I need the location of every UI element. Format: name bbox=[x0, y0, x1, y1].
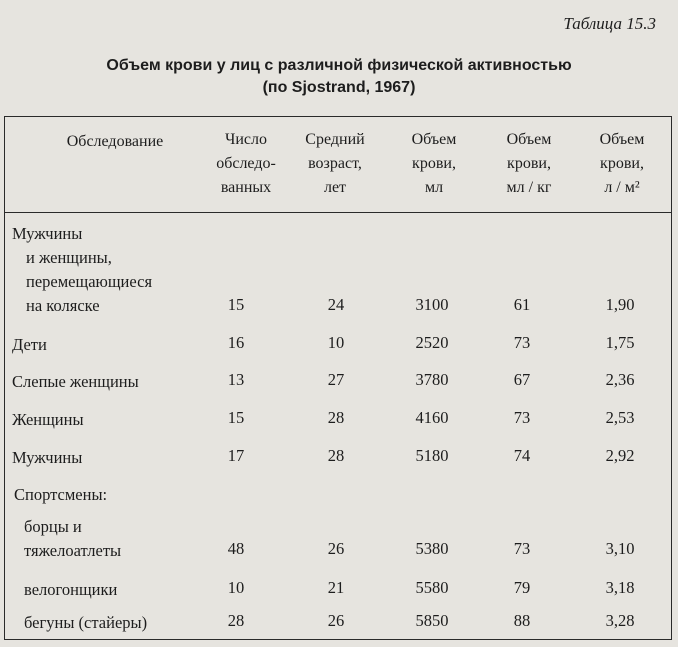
column-header-line: обследо- bbox=[216, 155, 276, 172]
header-divider bbox=[4, 212, 672, 213]
column-header-line: ванных bbox=[220, 179, 272, 196]
row-label-line: и женщины, bbox=[26, 248, 112, 267]
row-label: велогонщики bbox=[24, 580, 118, 599]
table-cell: 5580 bbox=[415, 578, 449, 597]
table-cell: 5380 bbox=[415, 539, 449, 558]
row-label bbox=[12, 222, 152, 318]
title-line: (по Sjostrand, 1967) bbox=[262, 79, 416, 96]
table-cell: 3,18 bbox=[605, 578, 635, 597]
table-cell: 1,75 bbox=[605, 333, 635, 352]
column-header bbox=[290, 128, 380, 200]
column-header bbox=[394, 128, 474, 200]
table-cell: 10 bbox=[227, 578, 245, 597]
table-cell: 73 bbox=[513, 539, 531, 558]
table-cell: 13 bbox=[227, 370, 245, 389]
table-cell: 5180 bbox=[415, 446, 449, 465]
table-cell: 73 bbox=[513, 408, 531, 427]
row-label-line: на коляске bbox=[26, 296, 100, 315]
table-cell: 2520 bbox=[415, 333, 449, 352]
row-label-line: перемещающиеся bbox=[26, 272, 153, 291]
table-cell: 17 bbox=[227, 446, 245, 465]
table-cell: 2,92 bbox=[605, 446, 635, 465]
table-title bbox=[0, 55, 678, 99]
table-cell: 2,53 bbox=[605, 408, 635, 427]
column-header-line: крови, bbox=[412, 155, 456, 172]
row-label: Женщины bbox=[12, 410, 84, 429]
column-header bbox=[484, 128, 574, 200]
group-label: Спортсмены: bbox=[14, 485, 108, 504]
table-cell: 79 bbox=[513, 578, 531, 597]
table-cell: 28 bbox=[327, 408, 345, 427]
row-label-line: борцы и bbox=[24, 517, 82, 536]
row-label: Мужчины bbox=[12, 448, 83, 467]
column-header-line: л / м² bbox=[604, 179, 640, 196]
row-label: Дети bbox=[12, 335, 47, 354]
column-header-line: мл bbox=[424, 179, 444, 196]
column-header-line: лет bbox=[323, 179, 347, 196]
table-cell: 3780 bbox=[415, 370, 449, 389]
column-header-line: Средний bbox=[305, 131, 365, 148]
table-cell: 61 bbox=[513, 295, 531, 314]
row-label bbox=[24, 515, 121, 563]
table-cell: 2,36 bbox=[605, 370, 635, 389]
table-cell: 3100 bbox=[415, 295, 449, 314]
table-cell: 15 bbox=[227, 295, 245, 314]
column-header bbox=[205, 128, 287, 200]
column-header-line: Объем bbox=[411, 131, 457, 148]
table-cell: 27 bbox=[327, 370, 345, 389]
column-header-line: возраст, bbox=[308, 155, 362, 172]
table-cell: 48 bbox=[227, 539, 245, 558]
table-cell: 74 bbox=[513, 446, 531, 465]
column-header-line: крови, bbox=[507, 155, 551, 172]
table-cell: 67 bbox=[513, 370, 531, 389]
table-cell: 3,10 bbox=[605, 539, 635, 558]
table-cell: 4160 bbox=[415, 408, 449, 427]
table-cell: 88 bbox=[513, 611, 531, 630]
table-cell: 24 bbox=[327, 295, 345, 314]
column-header-line: мл / кг bbox=[506, 179, 552, 196]
row-label-line: тяжелоатлеты bbox=[24, 541, 122, 560]
table-cell: 16 bbox=[227, 333, 245, 352]
table-caption: Таблица 15.3 bbox=[563, 14, 656, 33]
table-cell: 26 bbox=[327, 539, 345, 558]
table-cell: 1,90 bbox=[605, 295, 635, 314]
row-label-line: Мужчины bbox=[12, 224, 83, 243]
column-header-line: крови, bbox=[600, 155, 644, 172]
table-cell: 10 bbox=[327, 333, 345, 352]
table-cell: 28 bbox=[327, 446, 345, 465]
table-cell: 3,28 bbox=[605, 611, 635, 630]
column-header-line: Число bbox=[224, 131, 268, 148]
row-label: Слепые женщины bbox=[12, 372, 139, 391]
column-header: Обследование bbox=[66, 133, 164, 150]
table-cell: 5850 bbox=[415, 611, 449, 630]
title-line: Объем крови у лиц с различной физической активностью bbox=[106, 57, 572, 74]
table-cell: 26 bbox=[327, 611, 345, 630]
column-header-line: Объем bbox=[506, 131, 552, 148]
column-header bbox=[582, 128, 662, 200]
table-cell: 15 bbox=[227, 408, 245, 427]
column-header-line: Объем bbox=[599, 131, 645, 148]
table-cell: 28 bbox=[227, 611, 245, 630]
table-cell: 73 bbox=[513, 333, 531, 352]
table-cell: 21 bbox=[327, 578, 345, 597]
row-label: бегуны (стайеры) bbox=[24, 613, 148, 632]
